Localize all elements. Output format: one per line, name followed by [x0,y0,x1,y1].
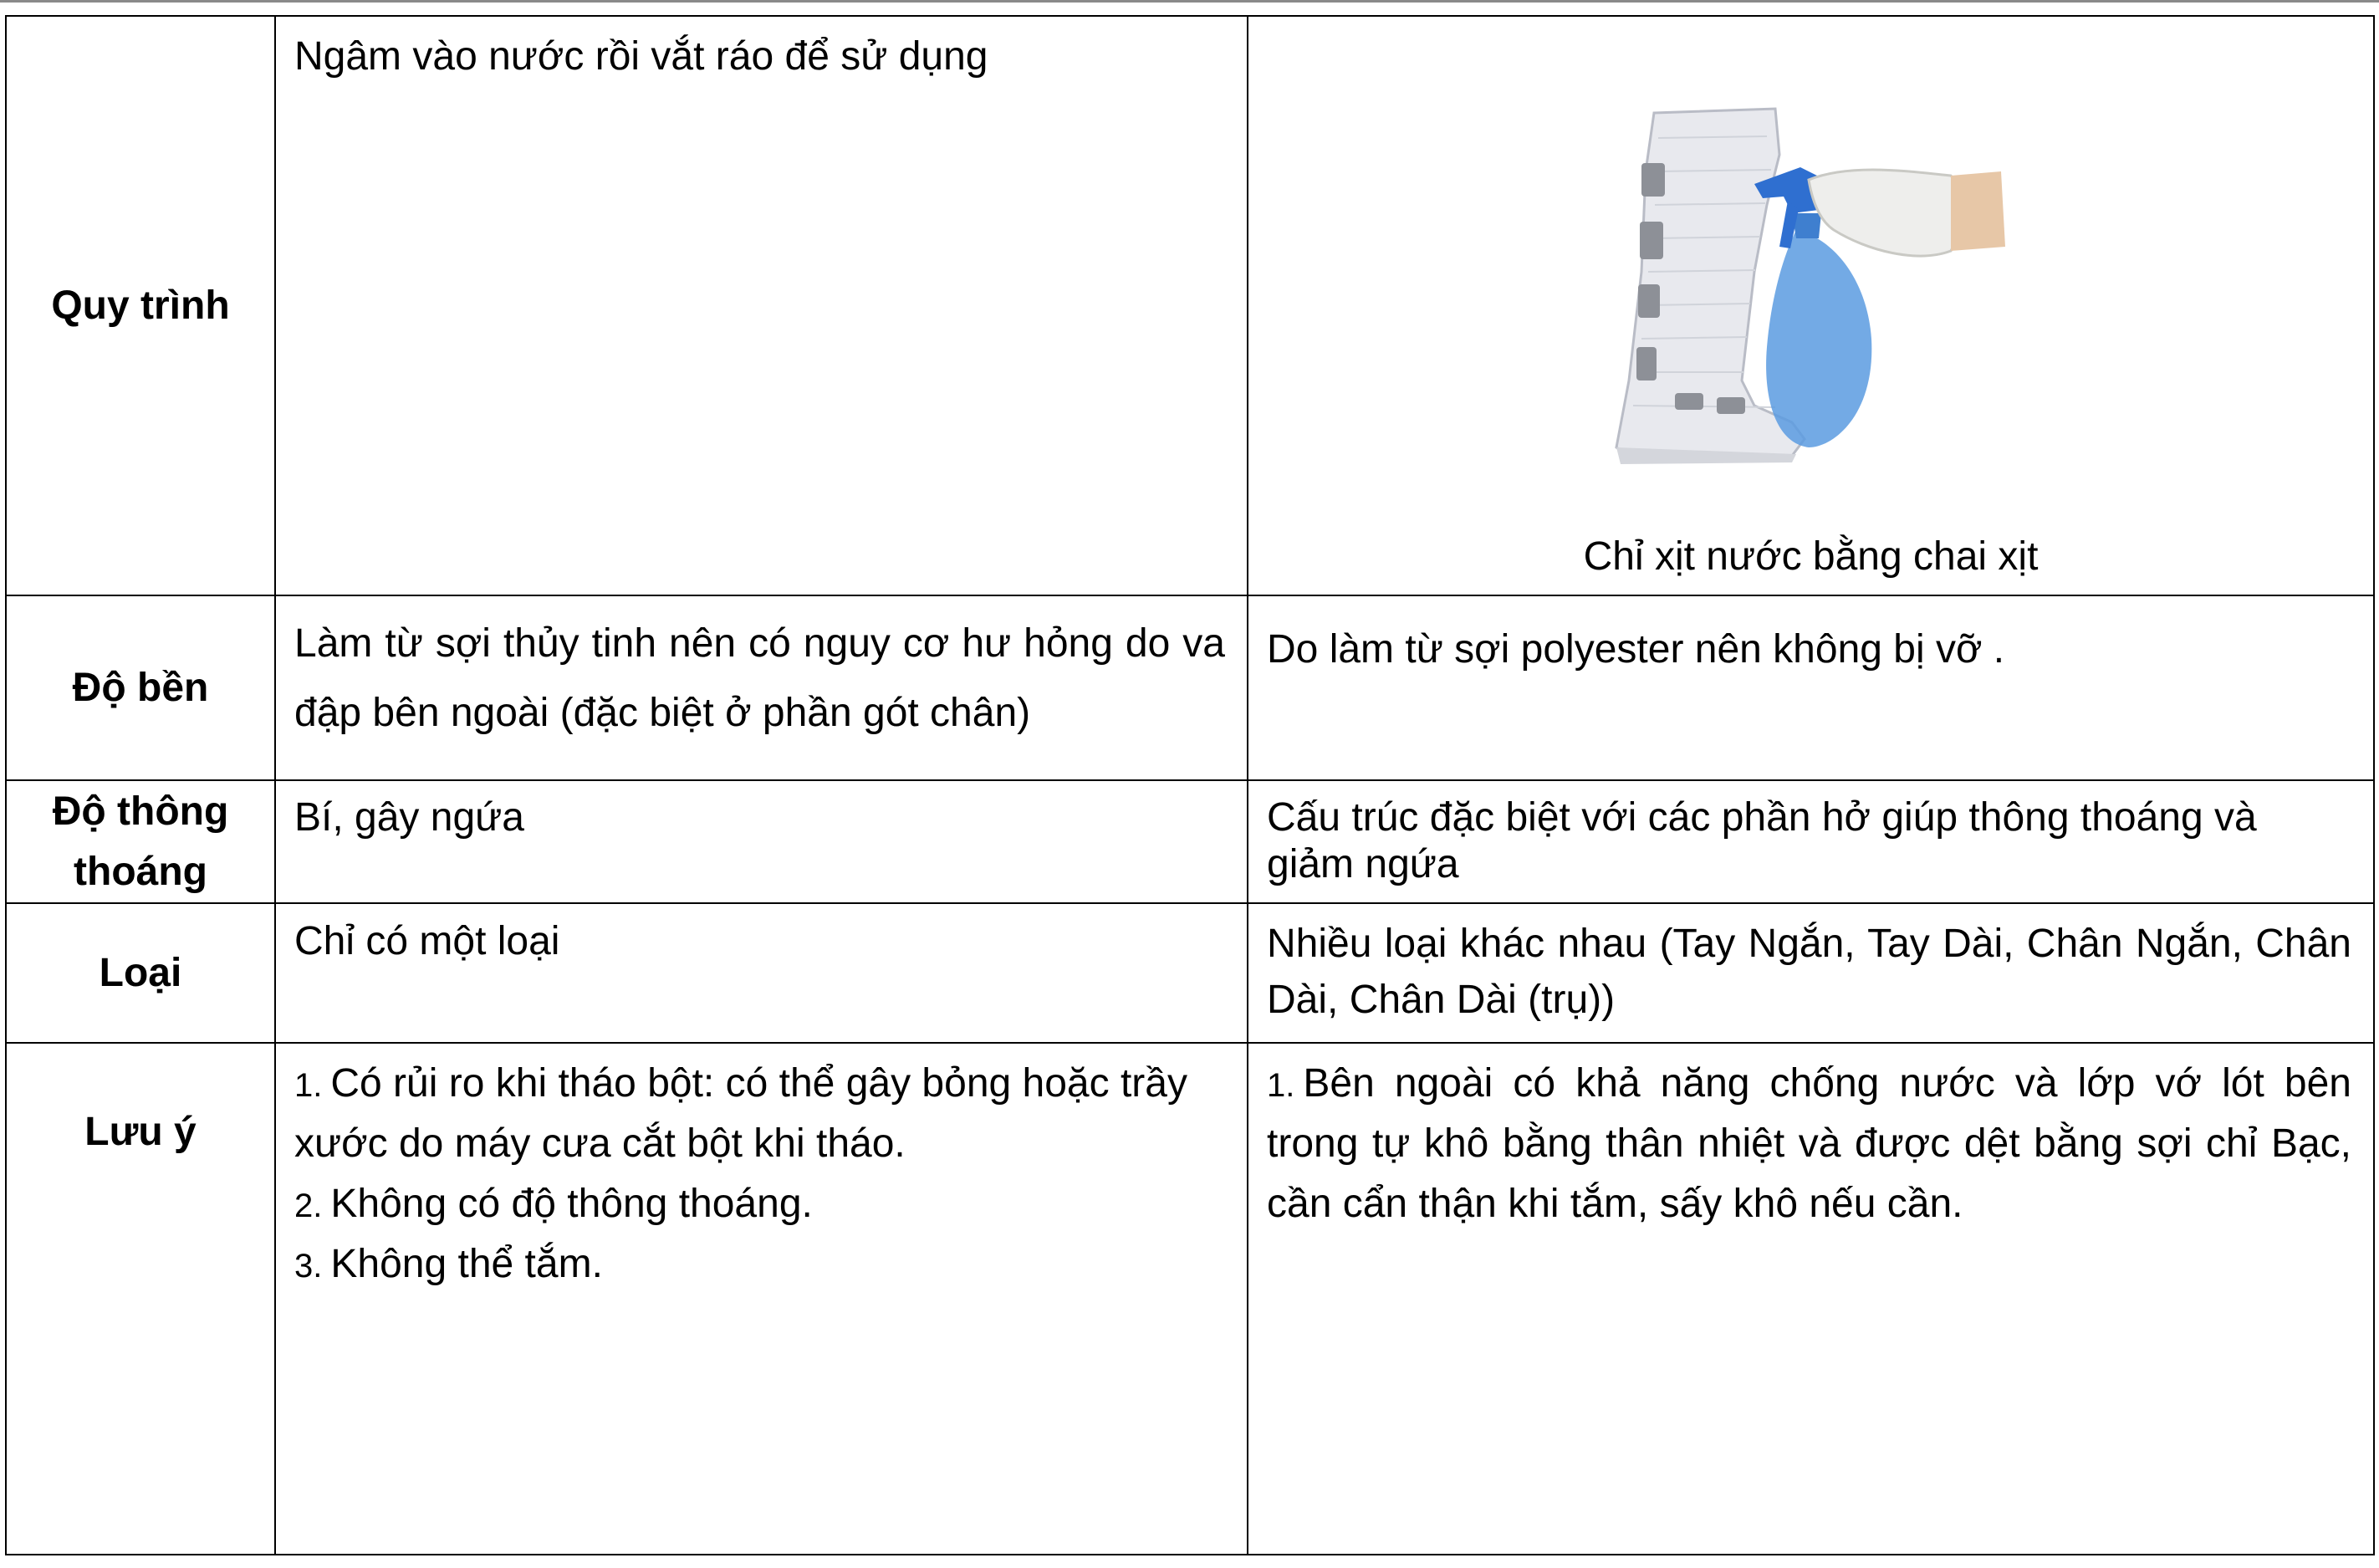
wrist [1951,171,2005,251]
procedure-caption: Chỉ xịt nước bằng chai xịt [1583,534,2039,579]
boot-spray-illustration [1583,105,2034,498]
cell-ventilation-left [275,780,1248,903]
table-row-ventilation [6,780,2374,903]
cell-text: Bí, gây ngứa [294,795,524,840]
list-item [294,1234,1225,1295]
row-label: Loại [6,903,275,1043]
cell-notes-right [1248,1043,2374,1555]
comparison-table [5,15,2375,1555]
cell-text: Chỉ có một loại [294,919,560,963]
list-item [294,1054,1225,1174]
row-label: Độ thông thoáng [6,780,275,903]
list-item [1267,1054,2351,1234]
table-row-durability [6,595,2374,780]
list-number: 2. [294,1187,323,1224]
cell-durability-left [275,595,1248,780]
table-row-type [6,903,2374,1043]
bottle-body [1766,230,1871,447]
cell-text: Ngâm vào nước rồi vắt ráo để sử dụng [294,34,988,79]
row-label: Độ bền [6,595,275,780]
list-text: Không thể tắm. [330,1242,603,1286]
notes-list-right [1248,1044,2373,1234]
cell-notes-left [275,1043,1248,1555]
cell-text: Cấu trúc đặc biệt với các phần hở giúp thông thoáng và giảm ngứa [1267,795,2257,886]
list-text: Không có độ thông thoáng. [330,1182,813,1226]
cell-durability-right [1248,595,2374,780]
row-label: Quy trình [6,16,275,595]
list-number: 3. [294,1248,323,1285]
cell-procedure-right [1248,16,2374,595]
cell-text: Do làm từ sợi polyester nên không bị vỡ . [1267,627,2005,672]
list-number: 1. [294,1067,323,1104]
notes-list-left [276,1044,1247,1295]
table-row-procedure [6,16,2374,595]
cell-type-left [275,903,1248,1043]
cell-type-right [1248,903,2374,1043]
table-row-notes [6,1043,2374,1555]
cell-ventilation-right [1248,780,2374,903]
cell-text: Làm từ sợi thủy tinh nên có nguy cơ hư hỏng do va đập bên ngoài (đặc biệt ở phần gót chân) [294,621,1225,735]
cell-procedure-left [275,16,1248,595]
list-item [294,1174,1225,1234]
list-number: 1. [1267,1067,1295,1104]
cell-text: Nhiều loại khác nhau (Tay Ngắn, Tay Dài, Chân Ngắn, Chân Dài, Chân Dài (trụ)) [1267,922,2351,1023]
list-text: Có rủi ro khi tháo bột: có thể gây bỏng hoặc trầy xước do máy cưa cắt bột khi tháo. [294,1061,1187,1166]
list-text: Bên ngoài có khả năng chống nước và lớp vớ lót bên trong tự khô bằng thân nhiệt và được dệt bằng sợi chỉ Bạc, cần cẩn thận khi tắm, sấy khô nếu cần. [1267,1061,2351,1226]
row-label: Lưu ý [6,1043,275,1555]
top-rule [0,0,2379,3]
